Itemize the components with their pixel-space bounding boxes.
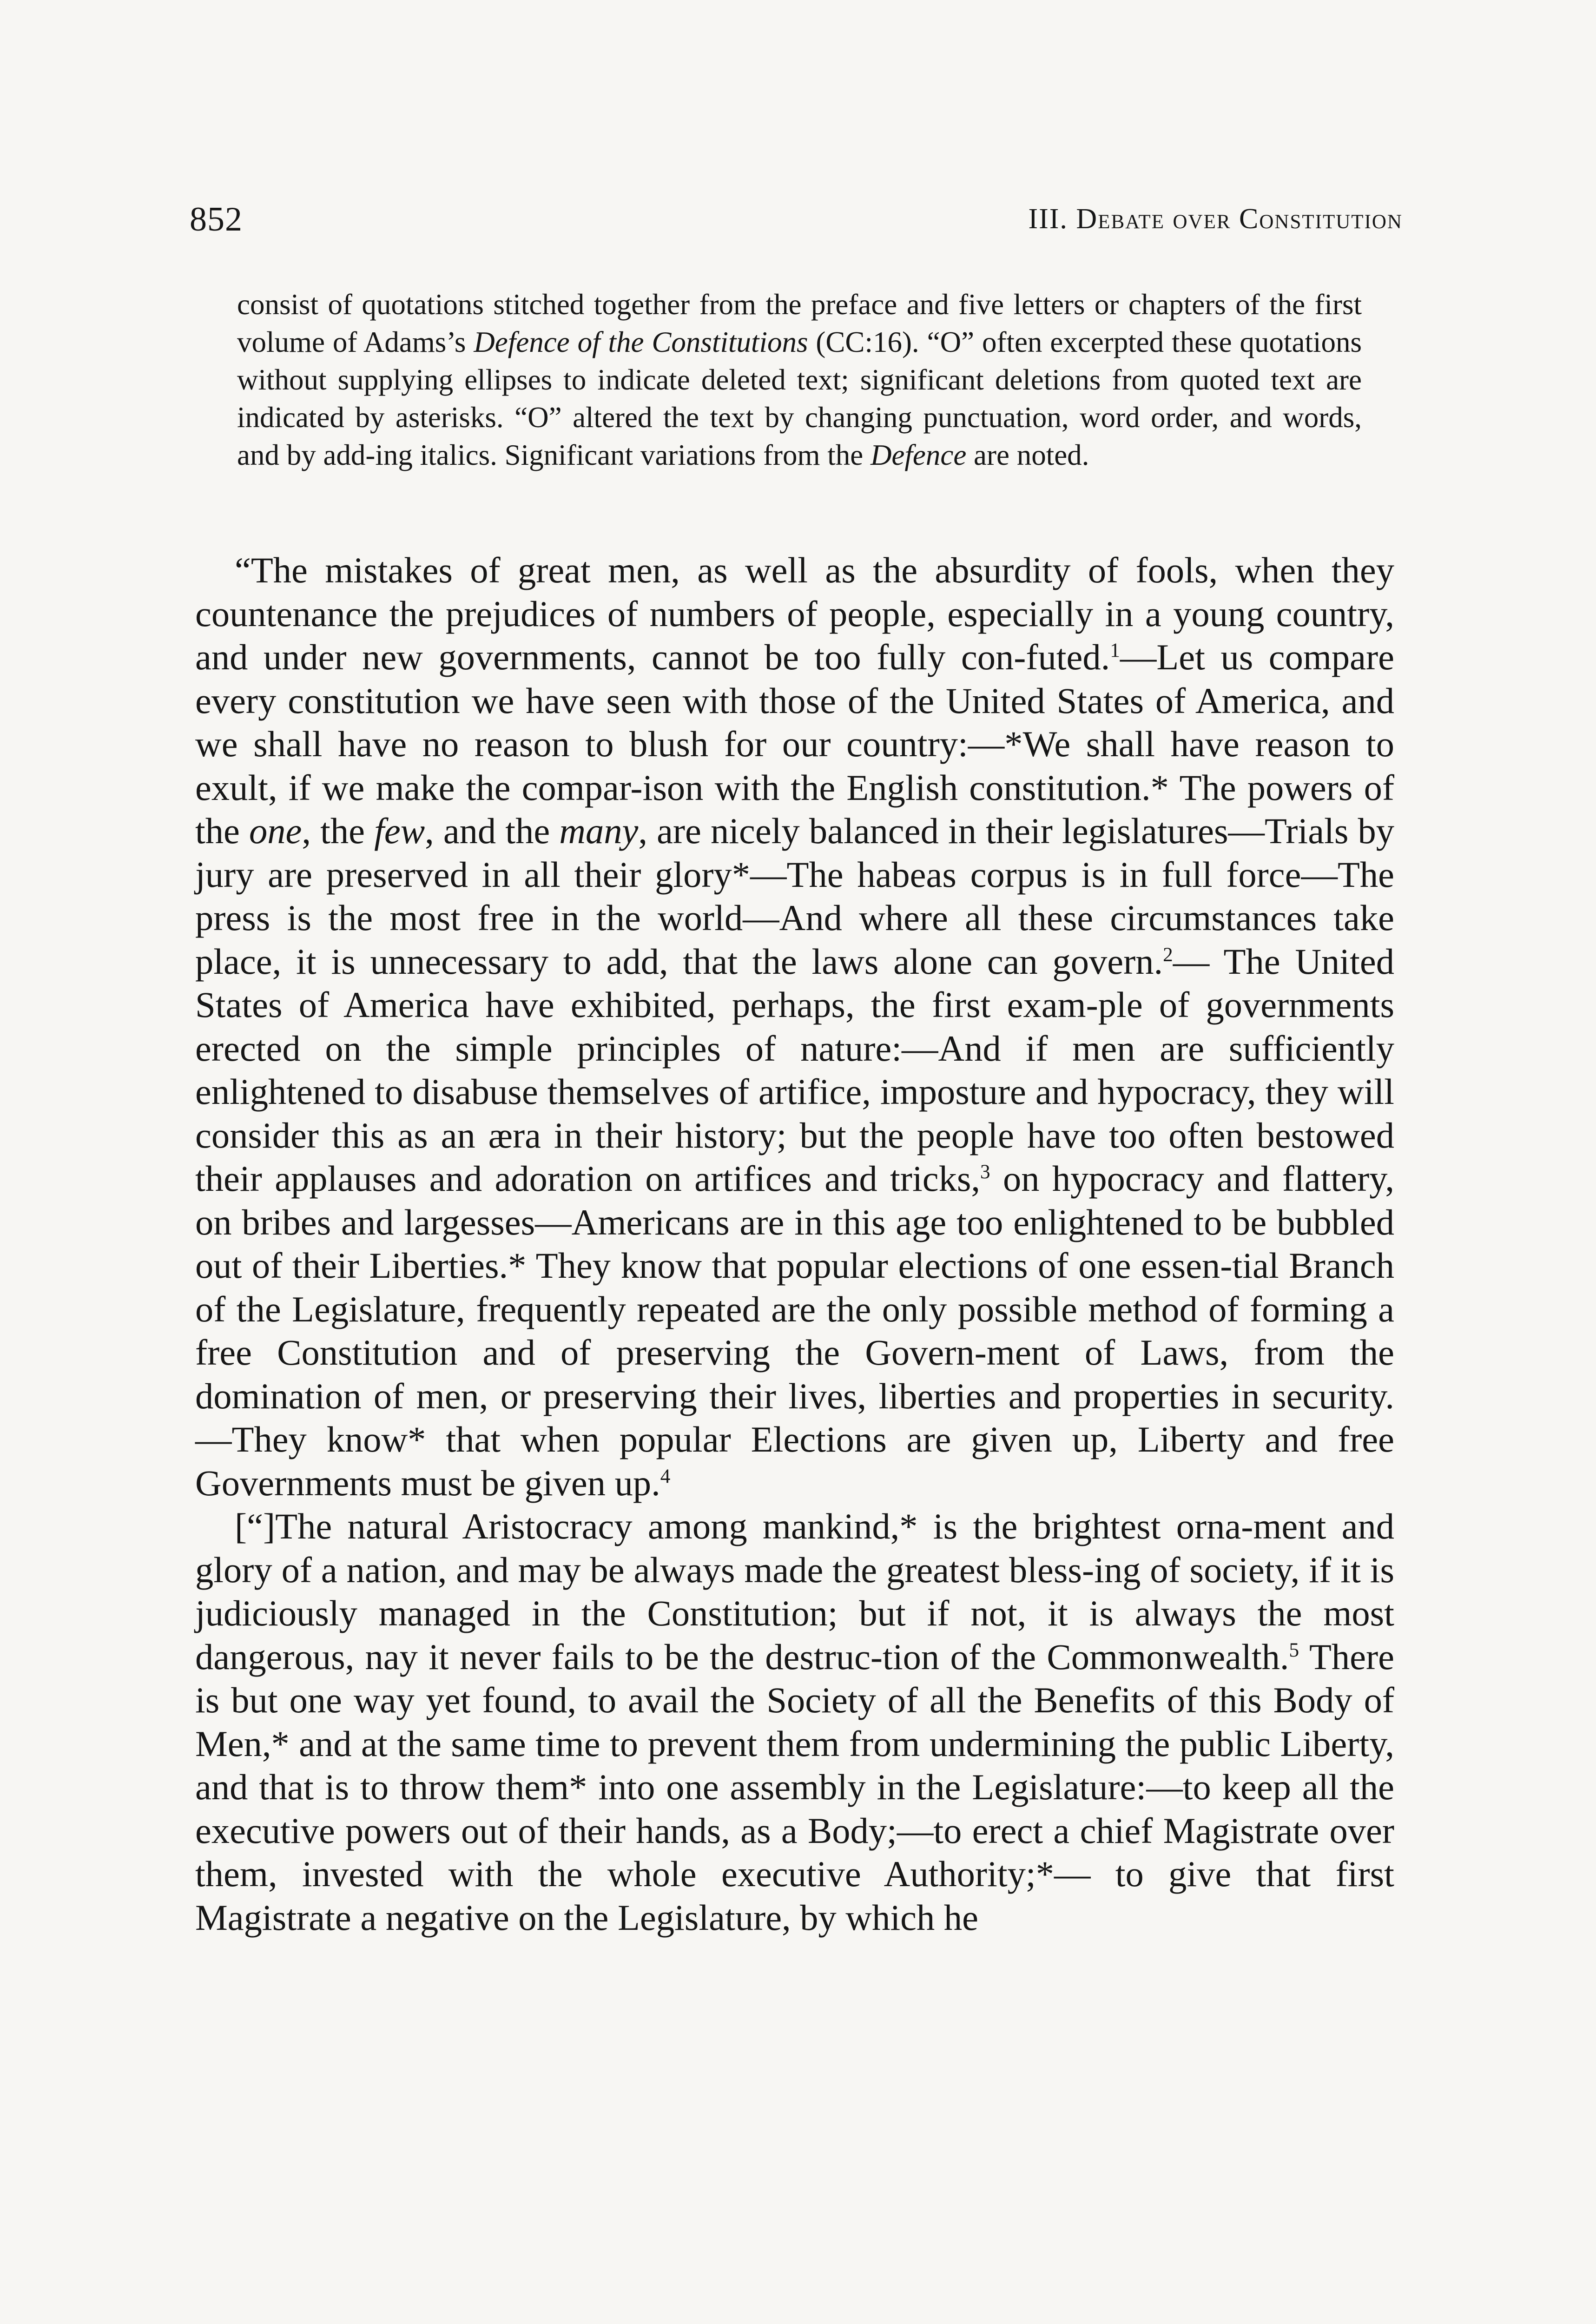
note-text: (CC:16). “O” often excerpted these quotations without supplying ellipses to indicate deleted text; significant deletions from quoted text are indicated by asterisks. “O” altered the text by changing punctuation, word order, and words, and by add-ing italics. Significant variations from the [237, 326, 1362, 471]
note-text: consist of quotations stitched together from the preface and five letters or chapters of the first volume of Adams’s [237, 288, 1362, 358]
footnote-marker: 5 [1289, 1639, 1299, 1661]
body-text: [“]The natural Aristocracy among mankind,* is the brightest orna-ment and glory of a nation, and may be always made the greatest bless-ing of society, if it is judiciously managed in the Constitution; but if not, it is always the most dangerous, nay it never fails to be the destruc-tion of the Commonwealth. [195, 1506, 1394, 1677]
body-text: , the [302, 811, 375, 851]
body-paragraph-2 [195, 1505, 1394, 1939]
note-paragraph [237, 286, 1362, 474]
body-text: , are nicely balanced in their legislatures—Trials by jury are preserved in all their glory*—The habeas corpus is in full force—The press is the most free in the world—And where all these circumstances take place, it is unnecessary to add, that the laws alone can govern. [195, 811, 1395, 982]
page-number: 852 [190, 200, 243, 238]
italic-word: few [374, 811, 425, 851]
note-italic-title: Defence of the Constitutions [474, 326, 808, 358]
note-italic-title: Defence [870, 439, 967, 471]
page-header [190, 200, 1403, 251]
italic-word: one [249, 811, 302, 851]
footnote-marker: 2 [1163, 944, 1173, 966]
body-text: “The mistakes of great men, as well as the absurdity of fools, when they countenance the prejudices of numbers of people, especially in a young country, and under new governments, cannot be too fully con-futed. [195, 550, 1394, 677]
document-body [195, 548, 1394, 1939]
body-text: — The United States of America have exhibited, perhaps, the first exam-ple of governments erected on the simple principles of nature:—And if men are sufficiently enlightened to disabuse themselves of artifice, imposture and hypocracy, they will consider this as an æra in their history; but the people have too often bestowed their applauses and adoration on artifices and tricks, [195, 941, 1394, 1199]
note-text: are noted. [966, 439, 1089, 471]
footnote-marker: 1 [1110, 639, 1120, 661]
footnote-marker: 3 [980, 1161, 990, 1183]
body-text: There is but one way yet found, to avail the Society of all the Benefits of this Body of Men,* and at the same time to prevent them from undermining the public Liberty, and that is to throw them* into one assembly in the Legislature:—to keep all the executive powers out of their hands, as a Body;—to erect a chief Magistrate over them, invested with the whole executive Authority;*— to give that first Magistrate a negative on the Legislature, by which he [195, 1636, 1394, 1938]
body-paragraph-1 [195, 548, 1394, 1505]
footnote-marker: 4 [660, 1465, 671, 1487]
editorial-note [237, 286, 1362, 474]
body-text: —Let us compare every constitution we have seen with those of the United States of America, and we shall have no reason to blush for our country:—*We shall have reason to exult, if we make the compar-ison with the English constitution.* The powers of the [195, 637, 1394, 851]
body-text: , and the [425, 811, 560, 851]
italic-word: many [559, 811, 639, 851]
running-head: III. Debate over Constitution [1028, 203, 1403, 235]
body-text: on hypocracy and flattery, on bribes and largesses—Americans are in this age too enlightened to be bubbled out of their Liberties.* They know that popular elections of one essen-tial Branch of the Legislature, frequently repeated are the only possible method of forming a free Constitution and of preserving the Govern-ment of Laws, from the domination of men, or preserving their lives, liberties and properties in security.—They know* that when popular Elections are given up, Liberty and free Governments must be given up. [195, 1158, 1394, 1503]
